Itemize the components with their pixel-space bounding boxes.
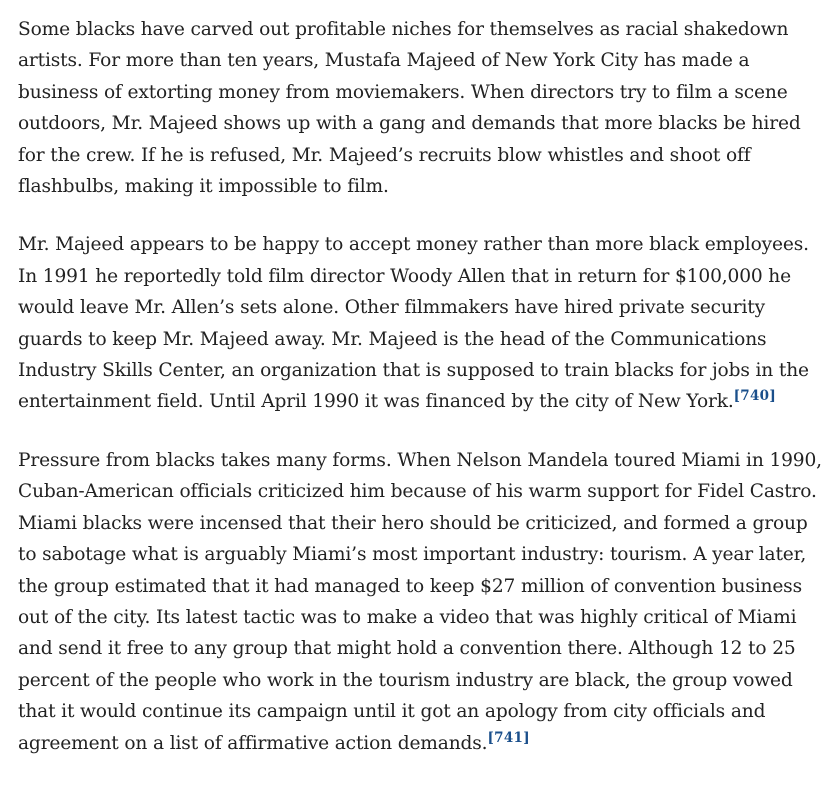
paragraph-text: Some blacks have carved out profitable niches for themselves as racial shakedown artists. For more than ten years, Mustafa Majeed of New York City has made a business of extorting money from moviemakers. When directors try to film a scene outdoors, Mr. Majeed shows up with a gang and demands that more blacks be hired for the crew. If he is refused, Mr. Majeed’s recruits blow whistles and shoot off flashbulbs, making it impossible to film. — [18, 19, 801, 198]
footnote-link-740[interactable]: [740] — [733, 388, 777, 405]
article-body — [18, 14, 826, 786]
paragraph-3 — [18, 445, 826, 759]
paragraph-text: Mr. Majeed appears to be happy to accept money rather than more black employees. In 1991 he reportedly told film director Woody Allen that in return for $100,000 he would leave Mr. Allen’s sets alone. Other filmmakers have hired private security guards to keep Mr. Majeed away. Mr. Majeed is the head of the Communications Industry Skills Center, an organization that is supposed to train blacks for jobs in the entertainment field. Until April 1990 it was financed by the city of New York. — [18, 234, 809, 413]
paragraph-2 — [18, 229, 826, 417]
footnote-link-741[interactable]: [741] — [487, 729, 530, 746]
paragraph-1 — [18, 14, 826, 202]
paragraph-text: Pressure from blacks takes many forms. When Nelson Mandela toured Miami in 1990, Cuban-American officials criticized him because of his warm support for Fidel Castro. Miami blacks were incensed that their hero should be criticized, and formed a group to sabotage what is arguably Miami’s most important industry: tourism. A year later, the group estimated that it had managed to keep $27 million of convention business out of the city. Its latest tactic was to make a video that was highly critical of Miami and send it free to any group that might hold a convention there. Although 12 to 25 percent of the people who work in the tourism industry are black, the group vowed that it would continue its campaign until it got an apology from city officials and agreement on a list of affirmative action demands. — [18, 449, 822, 754]
